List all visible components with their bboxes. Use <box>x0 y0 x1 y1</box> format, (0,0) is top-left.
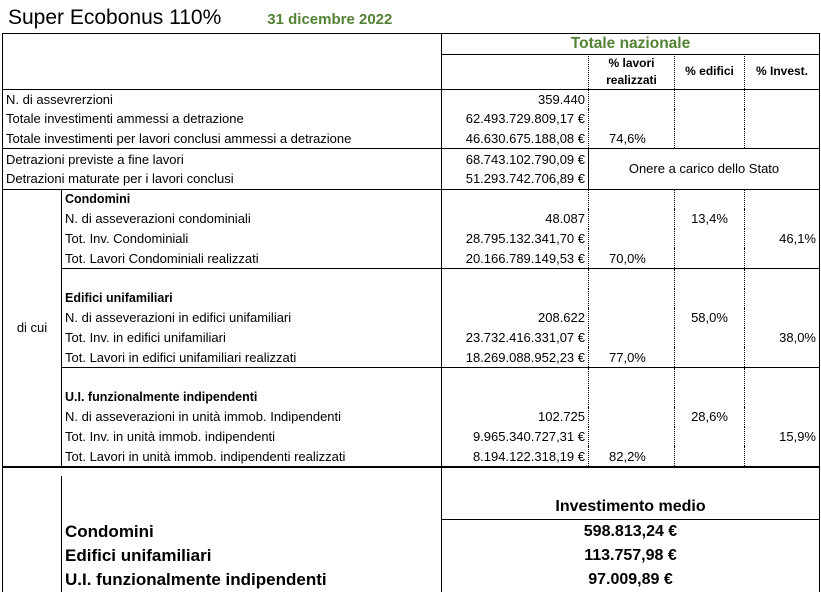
label-inv-conclusi: Totale investimenti per lavori conclusi ammessi a detrazione <box>3 129 442 149</box>
indipendenti-inv-row <box>3 427 820 447</box>
medio-row-unifamiliari <box>3 544 820 568</box>
unifamiliari-ass-row <box>3 308 820 328</box>
label-detr-maturate: Detrazioni maturate per i lavori conclusi <box>3 169 442 189</box>
condomini-ass-label: N. di asseverazioni condominiali <box>62 209 442 229</box>
report-date: 31 dicembre 2022 <box>267 11 393 28</box>
indipendenti-ass-pct: 28,6% <box>675 407 745 427</box>
label-asseverazioni: N. di assevrerzioni <box>3 89 442 109</box>
medio-condomini-value: 598.813,24 € <box>442 520 820 545</box>
condomini-ass-row <box>3 209 820 229</box>
unifamiliari-lav-pct: 77,0% <box>589 347 675 367</box>
pct-edifici-header: % edifici <box>675 54 745 89</box>
row-detr-previste <box>3 149 820 169</box>
medio-indipendenti-value: 97.009,89 € <box>442 568 820 592</box>
medio-unifamiliari-label: Edifici unifamiliari <box>62 544 442 568</box>
unifamiliari-inv-value: 23.732.416.331,07 € <box>442 328 589 348</box>
condomini-heading: Condomini <box>62 189 442 209</box>
pct-inv-conclusi: 74,6% <box>589 129 675 149</box>
indipendenti-inv-value: 9.965.340.727,31 € <box>442 427 589 447</box>
investimento-medio-heading: Investimento medio <box>442 495 820 520</box>
medio-indipendenti-label: U.I. funzionalmente indipendenti <box>62 568 442 592</box>
medio-condomini-label: Condomini <box>62 520 442 545</box>
value-detr-previste: 68.743.102.790,09 € <box>442 149 589 169</box>
onere-stato: Onere a carico dello Stato <box>589 149 820 189</box>
medio-left-cell <box>3 476 62 520</box>
indipendenti-spacer-row <box>3 367 820 387</box>
value-asseverazioni: 359.440 <box>442 89 589 109</box>
indipendenti-ass-value: 102.725 <box>442 407 589 427</box>
indipendenti-heading-row <box>3 388 820 408</box>
condomini-inv-row <box>3 229 820 249</box>
row-asseverazioni <box>3 89 820 109</box>
label-inv-ammessi: Totale investimenti ammessi a detrazione <box>3 109 442 129</box>
pct-lavori-header: % lavori realizzati <box>589 54 675 89</box>
condomini-inv-label: Tot. Inv. Condominiali <box>62 229 442 249</box>
medio-heading-row <box>3 495 820 520</box>
indipendenti-inv-label: Tot. Inv. in unità immob. indipendenti <box>62 427 442 447</box>
indipendenti-lav-pct: 82,2% <box>589 446 675 467</box>
medio-row-condomini <box>3 520 820 545</box>
label-detr-previste: Detrazioni previste a fine lavori <box>3 149 442 169</box>
totale-nazionale-header: Totale nazionale <box>442 34 820 55</box>
indipendenti-heading: U.I. funzionalmente indipendenti <box>62 388 442 408</box>
unifamiliari-heading: Edifici unifamiliari <box>62 289 442 309</box>
condomini-inv-pct: 46,1% <box>745 229 820 249</box>
condomini-ass-value: 48.087 <box>442 209 589 229</box>
medio-unifamiliari-value: 113.757,98 € <box>442 544 820 568</box>
indipendenti-inv-pct: 15,9% <box>745 427 820 447</box>
indipendenti-lav-label: Tot. Lavori in unità immob. indipendenti realizzati <box>62 446 442 467</box>
header-blank <box>3 34 442 90</box>
unifamiliari-spacer-row <box>3 268 820 288</box>
header-row-1 <box>3 34 820 55</box>
row-inv-ammessi <box>3 109 820 129</box>
unifamiliari-ass-pct: 58,0% <box>675 308 745 328</box>
row-inv-conclusi <box>3 129 820 149</box>
unifamiliari-inv-pct: 38,0% <box>745 328 820 348</box>
condomini-heading-row <box>3 189 820 209</box>
indipendenti-lav-row <box>3 446 820 467</box>
unifamiliari-ass-label: N. di asseverazioni in edifici unifamiliari <box>62 308 442 328</box>
unifamiliari-inv-row <box>3 328 820 348</box>
ecobonus-table <box>2 33 820 592</box>
unifamiliari-lav-row <box>3 347 820 367</box>
di-cui-label: di cui <box>3 189 62 467</box>
unifamiliari-heading-row <box>3 289 820 309</box>
indipendenti-ass-row <box>3 407 820 427</box>
value-inv-ammessi: 62.493.729.809,17 € <box>442 109 589 129</box>
pct-invest-header: % Invest. <box>745 54 820 89</box>
condomini-lav-label: Tot. Lavori Condominiali realizzati <box>62 248 442 268</box>
page-header <box>8 6 392 32</box>
condomini-inv-value: 28.795.132.341,70 € <box>442 229 589 249</box>
medio-blank-row <box>3 476 820 496</box>
medio-row-indipendenti <box>3 568 820 592</box>
value-inv-conclusi: 46.630.675.188,08 € <box>442 129 589 149</box>
condomini-lav-pct: 70,0% <box>589 248 675 268</box>
unifamiliari-ass-value: 208.622 <box>442 308 589 328</box>
indipendenti-ass-label: N. di asseverazioni in unità immob. Indipendenti <box>62 407 442 427</box>
indipendenti-lav-value: 8.194.122.318,19 € <box>442 446 589 467</box>
value-detr-maturate: 51.293.742.706,89 € <box>442 169 589 189</box>
page-title: Super Ecobonus 110% <box>8 6 222 29</box>
condomini-ass-pct: 13,4% <box>675 209 745 229</box>
unifamiliari-lav-value: 18.269.088.952,23 € <box>442 347 589 367</box>
condomini-lav-value: 20.166.789.149,53 € <box>442 248 589 268</box>
condomini-lav-row <box>3 248 820 268</box>
unifamiliari-lav-label: Tot. Lavori in edifici unifamiliari realizzati <box>62 347 442 367</box>
unifamiliari-inv-label: Tot. Inv. in edifici unifamiliari <box>62 328 442 348</box>
